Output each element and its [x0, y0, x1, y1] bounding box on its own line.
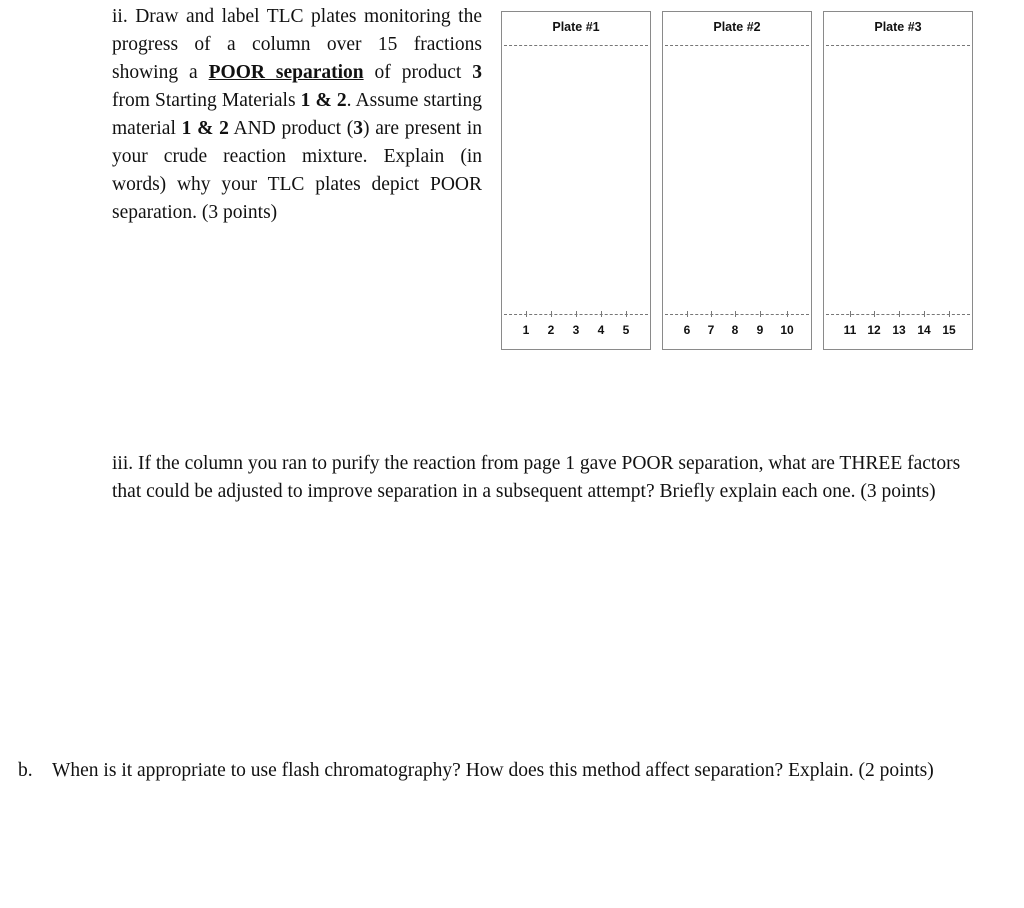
lane-label: 14	[917, 323, 931, 337]
lane-tick	[711, 311, 712, 317]
lane-tick	[687, 311, 688, 317]
lane-tick	[601, 311, 602, 317]
lane-label: 6	[683, 323, 691, 337]
lane-label: 7	[707, 323, 715, 337]
poor-separation-emphasis: POOR separation	[208, 62, 364, 83]
tlc-plate-1[interactable]	[501, 11, 651, 350]
question-b-text: When is it appropriate to use flash chromatography? How does this method affect separation? Explain. (2 points)	[52, 760, 934, 781]
lane-tick	[949, 311, 950, 317]
lane-label: 10	[780, 323, 794, 337]
question-ii-part2: of product	[363, 62, 473, 83]
lane-label: 11	[843, 323, 857, 337]
question-ii-part1: ii. Draw and label TLC plates monitoring the progress of a column over 15 fractions showing a	[112, 6, 482, 83]
lane-label: 3	[572, 323, 580, 337]
question-ii-text	[112, 3, 482, 227]
solvent-front-line	[665, 45, 809, 46]
lane-label: 8	[731, 323, 739, 337]
question-b-label: b.	[18, 760, 33, 781]
question-ii-part4: . Assume starting material	[112, 90, 482, 139]
starting-material-numbers-2: 1 & 2	[181, 118, 229, 139]
plate-title: Plate #2	[713, 20, 761, 34]
lane-tick	[576, 311, 577, 317]
lane-tick	[924, 311, 925, 317]
lane-tick	[760, 311, 761, 317]
lane-tick	[874, 311, 875, 317]
solvent-front-line	[826, 45, 970, 46]
question-ii-part5: AND product (	[228, 118, 354, 139]
lane-label: 5	[622, 323, 630, 337]
lane-tick	[850, 311, 851, 317]
product-number-2: 3	[353, 118, 364, 139]
tlc-plate-3[interactable]	[823, 11, 973, 350]
lane-tick	[735, 311, 736, 317]
lane-label: 13	[892, 323, 906, 337]
lane-tick	[626, 311, 627, 317]
product-number: 3	[472, 62, 482, 83]
question-ii-part6: ) are present in your crude reaction mixture. Explain (in words) why your TLC plates depict POOR separation. (3 points)	[112, 118, 483, 223]
question-ii-part3: from Starting Materials	[112, 90, 301, 111]
lane-label: 4	[597, 323, 605, 337]
lane-tick	[526, 311, 527, 317]
lane-label: 1	[522, 323, 530, 337]
lane-label: 9	[756, 323, 764, 337]
lane-label: 15	[942, 323, 956, 337]
lane-tick	[899, 311, 900, 317]
lane-tick	[551, 311, 552, 317]
lane-tick	[787, 311, 788, 317]
question-iii-text: iii. If the column you ran to purify the reaction from page 1 gave POOR separation, what are THREE factors that could be adjusted to improve separation in a subsequent attempt? Briefly explain each one. (3 points)	[112, 453, 961, 502]
solvent-front-line	[504, 45, 648, 46]
plate-title: Plate #1	[552, 20, 600, 34]
starting-material-numbers: 1 & 2	[300, 90, 347, 111]
tlc-plate-2[interactable]	[662, 11, 812, 350]
lane-label: 2	[547, 323, 555, 337]
lane-label: 12	[867, 323, 881, 337]
plate-title: Plate #3	[874, 20, 922, 34]
